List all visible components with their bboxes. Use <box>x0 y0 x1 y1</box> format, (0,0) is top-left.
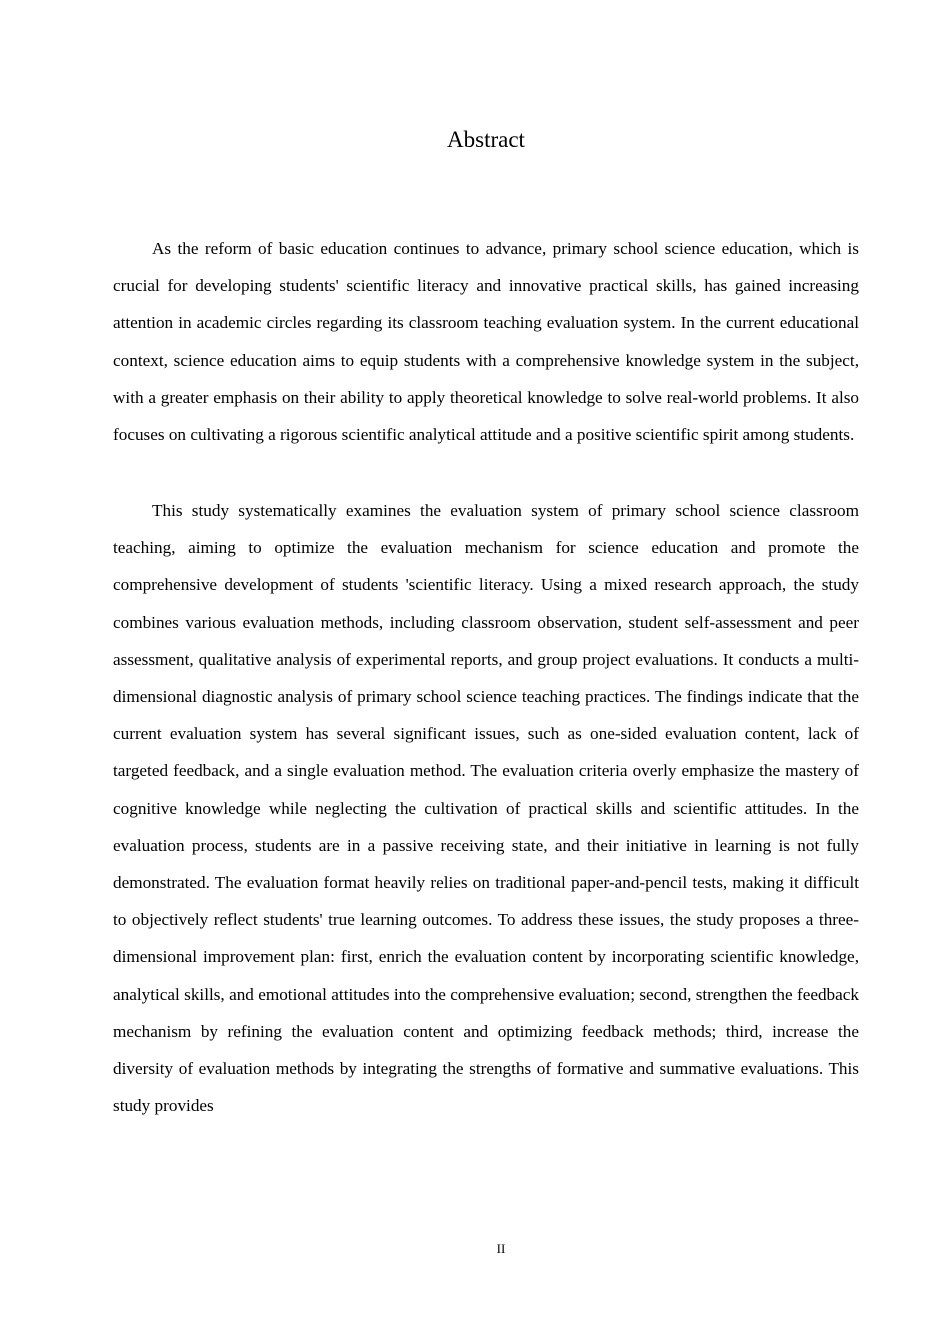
abstract-paragraph-2: This study systematically examines the evaluation system of primary school science classroom teaching, aiming to optimize the evaluation mechanism for science education and promote the comprehensive development of students 'scientific literacy. Using a mixed research approach, the study combines various evaluation methods, including classroom observation, student self-assessment and peer assessment, qualitative analysis of experimental reports, and group project evaluations. It conducts a multi-dimensional diagnostic analysis of primary school science teaching practices. The findings indicate that the current evaluation system has several significant issues, such as one-sided evaluation content, lack of targeted feedback, and a single evaluation method. The evaluation criteria overly emphasize the mastery of cognitive knowledge while neglecting the cultivation of practical skills and scientific attitudes. In the evaluation process, students are in a passive receiving state, and their initiative in learning is not fully demonstrated. The evaluation format heavily relies on traditional paper-and-pencil tests, making it difficult to objectively reflect students' true learning outcomes. To address these issues, the study proposes a three-dimensional improvement plan: first, enrich the evaluation content by incorporating scientific knowledge, analytical skills, and emotional attitudes into the comprehensive evaluation; second, strengthen the feedback mechanism by refining the evaluation content and optimizing feedback methods; third, increase the diversity of evaluation methods by integrating the strengths of formative and summative evaluations. This study provides <box>113 501 859 1116</box>
abstract-paragraph-1: As the reform of basic education continues to advance, primary school science education, which is crucial for developing students' scientific literacy and innovative practical skills, has gained increasing attention in academic circles regarding its classroom teaching evaluation system. In the current educational context, science education aims to equip students with a comprehensive knowledge system in the subject, with a greater emphasis on their ability to apply theoretical knowledge to solve real-world problems. It also focuses on cultivating a rigorous scientific analytical attitude and a positive scientific spirit among students. <box>113 239 859 445</box>
page-number: II <box>496 1241 506 1256</box>
abstract-title: Abstract <box>447 127 525 152</box>
